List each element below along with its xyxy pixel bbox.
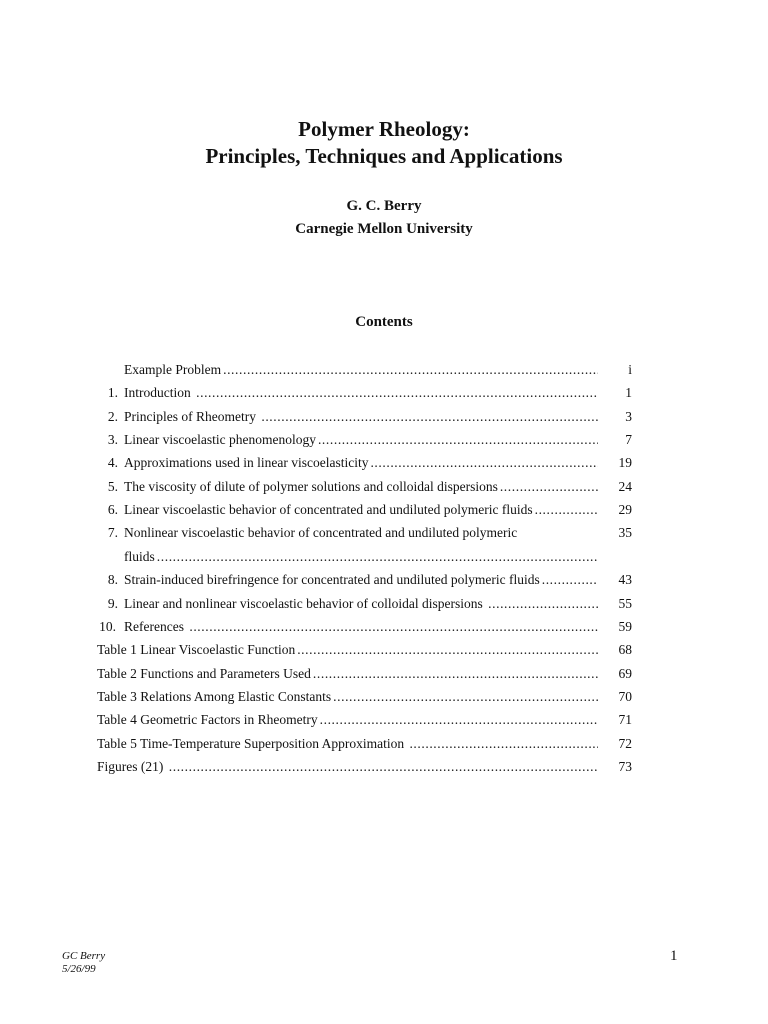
- toc-entry-text: References: [124, 618, 188, 634]
- toc-entry-page: 24: [618, 478, 632, 494]
- toc-entry: [0, 758, 768, 776]
- toc-entry-label: [124, 618, 598, 636]
- toc-entry-label: [124, 524, 598, 542]
- toc-entry-page: 68: [618, 642, 632, 658]
- toc-entry-label: [97, 735, 598, 753]
- toc-entry-text: fluids: [124, 548, 155, 564]
- toc-entry-page: 73: [618, 758, 632, 774]
- toc-entry-label: [124, 548, 598, 566]
- toc-entry-text: Principles of Rheometry: [124, 408, 260, 424]
- toc-entry-text: The viscosity of dilute of polymer solutions and colloidal dispersions: [124, 478, 498, 494]
- toc-entry-label: [97, 758, 598, 776]
- toc-entry-number: 3.: [107, 432, 118, 448]
- toc-entry: [0, 431, 768, 449]
- toc-entry-page: 43: [618, 572, 632, 588]
- toc-entry-label: [124, 384, 598, 402]
- toc-entry-number: 7.: [107, 525, 118, 541]
- toc-entry-page: 1: [625, 385, 632, 401]
- toc-entry-number: 5.: [107, 478, 118, 494]
- toc-entry-text: Figures (21): [97, 758, 167, 774]
- toc-entry-page: 29: [618, 502, 632, 518]
- toc-entry: [0, 501, 768, 519]
- toc-entry-label: [97, 711, 598, 729]
- toc-entry-text: Table 3 Relations Among Elastic Constants: [97, 688, 332, 704]
- toc-entry-text: Nonlinear viscoelastic behavior of concentrated and undiluted polymeric: [124, 525, 518, 541]
- toc-entry: [0, 361, 768, 379]
- toc-entry-label: [124, 571, 598, 589]
- toc-entry-number: 6.: [107, 502, 118, 518]
- toc-entry-label: [97, 688, 598, 706]
- toc-entry-label: [124, 454, 598, 472]
- author-name: G. C. Berry: [346, 198, 422, 214]
- toc-entry: [0, 571, 768, 589]
- footer-author: GC Berry: [62, 950, 106, 962]
- page-number: 1: [670, 948, 678, 964]
- toc-entry-text: Linear and nonlinear viscoelastic behavior of colloidal dispersions: [124, 595, 487, 611]
- footer-date: 5/26/99: [62, 963, 96, 975]
- toc-entry-label: [124, 361, 598, 379]
- toc-entry-label: [124, 595, 598, 613]
- toc-entry-page: 70: [618, 688, 632, 704]
- toc-entry-page: 71: [618, 712, 632, 728]
- toc-entry: [0, 665, 768, 683]
- toc-entry-page: 72: [618, 735, 632, 751]
- toc-entry: [0, 478, 768, 496]
- toc-entry: [0, 735, 768, 753]
- toc-entry-number: 10.: [99, 618, 116, 634]
- toc-entry: [0, 408, 768, 426]
- toc-entry-number: 2.: [107, 408, 118, 424]
- title-line-1: Polymer Rheology:: [298, 117, 470, 141]
- toc-entry-label: [124, 501, 598, 519]
- toc-entry-number: 8.: [107, 572, 118, 588]
- toc-entry-number: 1.: [107, 385, 118, 401]
- toc-entry-page: 7: [625, 432, 632, 448]
- toc-entry-page: 69: [618, 665, 632, 681]
- toc-entry: [0, 618, 768, 636]
- toc-entry-page: i: [628, 362, 632, 377]
- contents-heading: Contents: [355, 314, 413, 330]
- toc-entry-text: Approximations used in linear viscoelasticity: [124, 455, 369, 471]
- title-line-2: Principles, Techniques and Applications: [205, 144, 563, 168]
- toc-entry: [0, 384, 768, 402]
- toc-entry: [0, 548, 768, 566]
- toc-entry-label: [97, 665, 598, 683]
- toc-entry-page: 19: [618, 455, 632, 471]
- toc-entry: [0, 641, 768, 659]
- toc-entry-label: [124, 408, 598, 426]
- toc-entry-label: [124, 478, 598, 496]
- toc-entry: [0, 711, 768, 729]
- toc-entry: [0, 524, 768, 542]
- toc-entry-label: [124, 431, 598, 449]
- toc-entry-text: Table 2 Functions and Parameters Used: [97, 665, 311, 681]
- toc-entry-text: Table 5 Time-Temperature Superposition Approximation: [97, 735, 408, 751]
- toc-entry-label: [97, 641, 598, 659]
- toc-entry-page: 35: [618, 525, 632, 541]
- toc-entry-page: 55: [618, 595, 632, 611]
- toc-entry-text: Introduction: [124, 385, 195, 401]
- toc-entry: [0, 454, 768, 472]
- toc-entry: [0, 595, 768, 613]
- toc-entry-page: 59: [618, 618, 632, 634]
- toc-entry-number: 9.: [107, 595, 118, 611]
- toc-entry-text: Linear viscoelastic behavior of concentrated and undiluted polymeric fluids: [124, 502, 533, 518]
- author-affiliation: Carnegie Mellon University: [295, 221, 473, 237]
- toc-entry-text: Linear viscoelastic phenomenology: [124, 432, 316, 448]
- toc-entry-text: Strain-induced birefringence for concentrated and undiluted polymeric fluids: [124, 572, 540, 588]
- toc-entry-text: Table 1 Linear Viscoelastic Function: [97, 642, 296, 658]
- toc-entry-number: 4.: [107, 455, 118, 471]
- toc-entry-text: Example Problem: [124, 362, 222, 377]
- toc-entry: [0, 688, 768, 706]
- toc-entry-page: 3: [625, 408, 632, 424]
- toc-entry-text: Table 4 Geometric Factors in Rheometry: [97, 712, 318, 728]
